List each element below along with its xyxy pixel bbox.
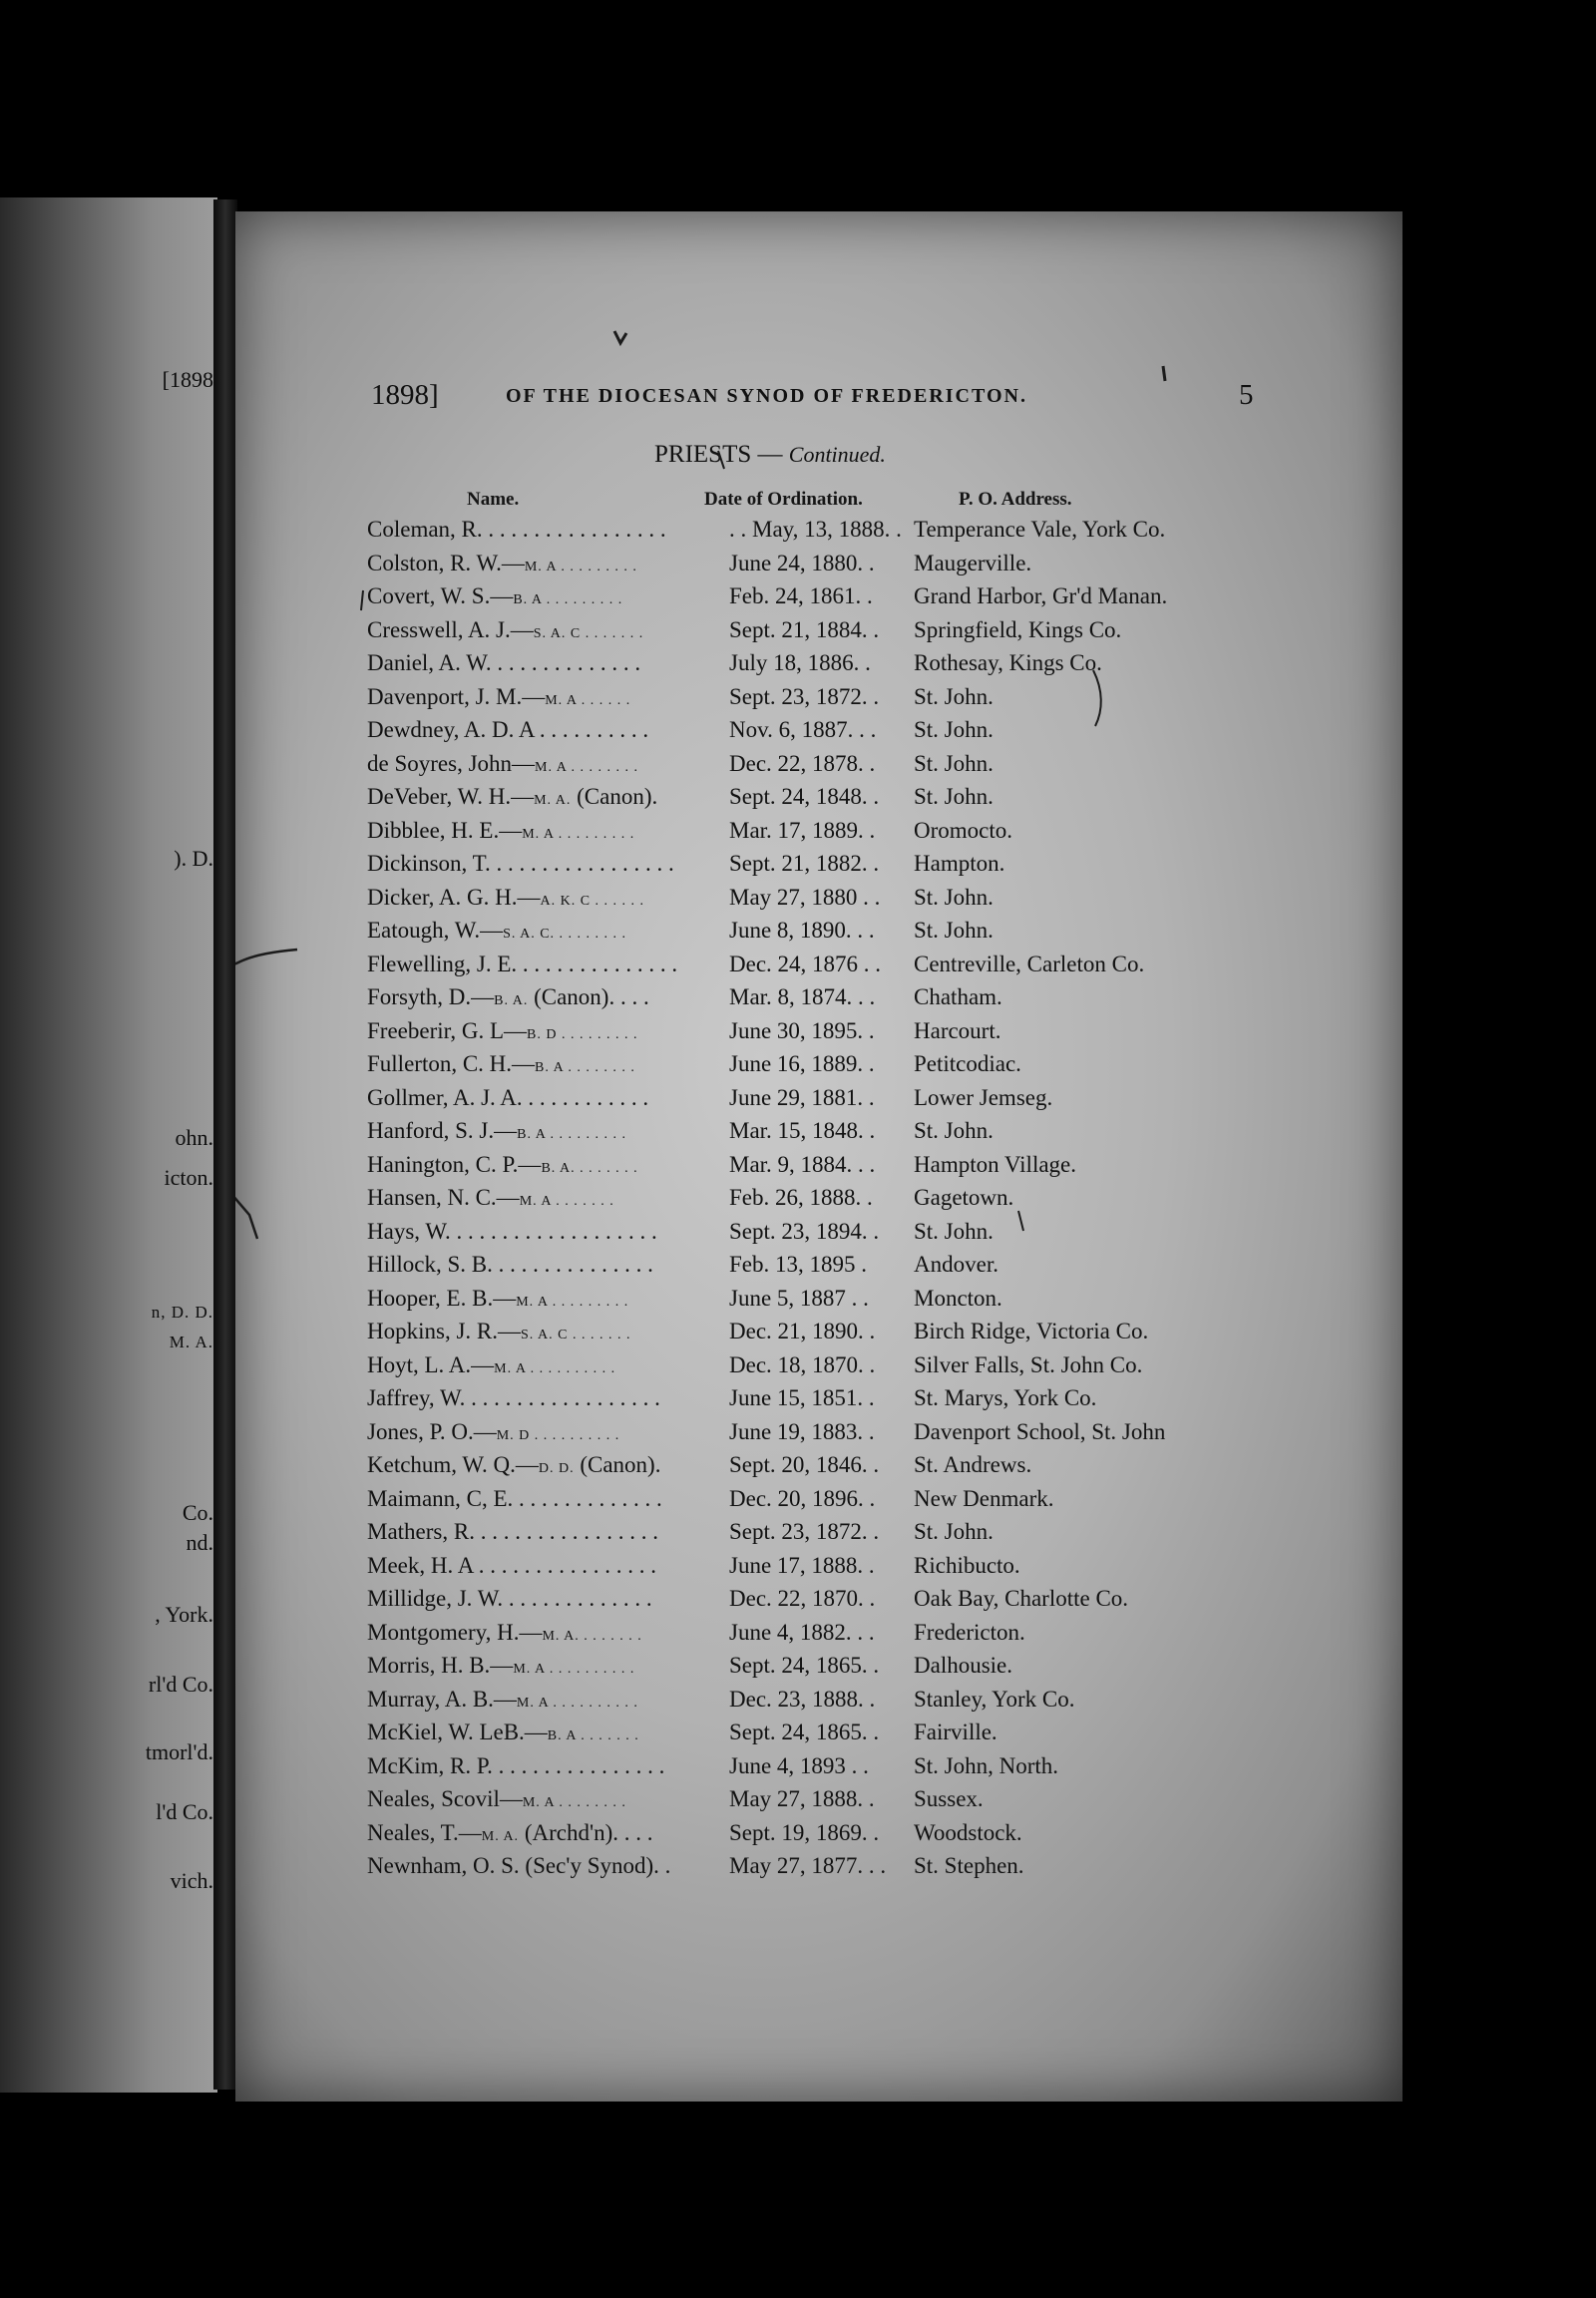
entry-ordination-date: June 19, 1883. . (729, 1418, 875, 1444)
entry-degree: B. A . . . . . . . . . (517, 1127, 627, 1142)
entry-degree: D. D. (538, 1461, 575, 1476)
entry-name-text: Morris, H. B.— (367, 1653, 514, 1678)
entry-name-text: Neales, T.— (367, 1819, 482, 1845)
entry-name-text: Hays, W. . . . . . . . . . . . . . . . . . . (367, 1218, 657, 1244)
entry-degree: B. A . . . . . . . . (535, 1060, 635, 1075)
entry-ordination-date: June 4, 1882. . . (729, 1619, 875, 1645)
entry-title-suffix: (Archd'n). . . . (519, 1819, 653, 1845)
entry-name-text: Fullerton, C. H.— (367, 1051, 536, 1076)
left-page-fragment: [1898 (162, 367, 213, 392)
entry-address: Richibucto. (914, 1552, 1020, 1578)
entry-address: St. John. (914, 717, 994, 742)
entry-degree: M. A. (534, 793, 572, 808)
entry-name-text: Dickinson, T. . . . . . . . . . . . . . . . . (367, 851, 674, 876)
entry-address: Hampton. (914, 851, 1005, 876)
entry-title-suffix: (Canon). . . . (528, 984, 649, 1009)
left-page-fragment: icton. (164, 1165, 213, 1190)
entry-address: Grand Harbor, Gr'd Manan. (914, 583, 1168, 608)
left-page-fragment: l'd Co. (156, 1799, 213, 1824)
entry-ordination-date: Feb. 24, 1861. . (729, 583, 873, 608)
entry-degree: M. A . . . . . . . . . (516, 1294, 629, 1310)
entry-name-text: Dibblee, H. E.— (367, 817, 523, 843)
entry-name-text: Montgomery, H.— (367, 1619, 543, 1645)
entry-name-text: Jaffrey, W. . . . . . . . . . . . . . . . . . (367, 1385, 660, 1410)
entry-degree: S. A. C . . . . . . . (533, 625, 644, 641)
entry-name-text: Covert, W. S.— (367, 583, 514, 608)
entry-name-text: Hanington, C. P.— (367, 1151, 542, 1177)
entry-degree: S. A. C. . . . . . . . . (503, 927, 627, 942)
entry-address: Petitcodiac. (914, 1051, 1021, 1076)
entry-ordination-date: Dec. 23, 1888. . (729, 1686, 876, 1712)
entry-degree: M. A . . . . . . . . . . (516, 1695, 638, 1711)
entry-degree: B. A . . . . . . . . . (513, 592, 623, 607)
entry-address: Lower Jemseg. (914, 1084, 1053, 1110)
entry-name-text: Freeberir, G. L— (367, 1017, 528, 1043)
entry-ordination-date: . . May, 13, 1888. . (729, 517, 902, 542)
entry-address: Stanley, York Co. (914, 1686, 1075, 1712)
entry-name-text: Meek, H. A . . . . . . . . . . . . . . . . (367, 1552, 657, 1578)
entry-name-text: DeVeber, W. H.— (367, 784, 535, 809)
entry-ordination-date: June 8, 1890. . . (729, 918, 875, 943)
entry-ordination-date: June 17, 1888. . (729, 1552, 875, 1578)
entry-address: Andover. (914, 1252, 998, 1277)
entry-address: St. Stephen. (914, 1853, 1024, 1878)
entry-address: Sussex. (914, 1786, 984, 1811)
left-page-fragment: Co. (182, 1500, 213, 1525)
entry-ordination-date: June 30, 1895. . (729, 1017, 875, 1043)
entry-ordination-date: Sept. 24, 1865. . (729, 1720, 880, 1744)
entry-degree: M. A . . . . . . . . (535, 759, 639, 775)
entry-ordination-date: Feb. 26, 1888. . (729, 1185, 873, 1210)
entry-degree: A. K. C . . . . . . (540, 893, 645, 909)
entry-name-text: McKiel, W. LeB.— (367, 1720, 548, 1744)
entry-address: Moncton. (914, 1285, 1002, 1311)
entry-ordination-date: May 27, 1888. . (729, 1786, 875, 1811)
entry-name-text: Hopkins, J. R.— (367, 1319, 521, 1343)
left-page-fragment: nd. (186, 1530, 213, 1555)
entry-degree: M. A . . . . . . (545, 692, 631, 708)
entry-address: St. John. (914, 1218, 994, 1244)
entry-ordination-date: Mar. 9, 1884. . . (729, 1151, 876, 1177)
left-page-fragment: , York. (155, 1602, 213, 1627)
entry-address: St. John. (914, 1519, 994, 1544)
left-page-fragment: ). D. (174, 846, 213, 871)
entry-address: St. Marys, York Co. (914, 1385, 1097, 1410)
entry-address: Davenport School, St. John (914, 1418, 1166, 1444)
entry-name-text: Hansen, N. C.— (367, 1185, 520, 1210)
entry-address: Dalhousie. (914, 1653, 1013, 1678)
entry-address: Springfield, Kings Co. (914, 616, 1122, 642)
entry-degree: M. D . . . . . . . . . . (496, 1427, 620, 1443)
left-facing-page (0, 197, 217, 2093)
entry-name-text: Hanford, S. J.— (367, 1118, 518, 1143)
entry-ordination-date: June 24, 1880. . (729, 550, 875, 575)
entry-address: St. John, North. (914, 1752, 1059, 1778)
entry-name-text: Neales, Scovil— (367, 1786, 523, 1811)
entry-ordination-date: Dec. 22, 1870. . (729, 1586, 876, 1611)
entry-degree: M. A . . . . . . . . . (522, 826, 635, 842)
entry-ordination-date: Sept. 20, 1846. . (729, 1452, 880, 1477)
entry-ordination-date: June 29, 1881. . (729, 1084, 875, 1110)
entry-name-text: Colston, R. W.— (367, 550, 525, 575)
entry-name-text: Murray, A. B.— (367, 1686, 517, 1712)
entry-ordination-date: Mar. 17, 1889. . (729, 817, 876, 843)
entry-ordination-date: Dec. 24, 1876 . . (729, 951, 882, 976)
entry-address: New Denmark. (914, 1485, 1054, 1511)
column-header-address: P. O. Address. (959, 489, 1072, 510)
entry-degree: M. A. (481, 1828, 520, 1844)
book-gutter (213, 199, 237, 2090)
entry-address: Temperance Vale, York Co. (914, 517, 1166, 542)
entry-address: Centreville, Carleton Co. (914, 951, 1145, 976)
entry-ordination-date: June 15, 1851. . (729, 1385, 875, 1410)
entry-degree: B. A. . . . . . . . (541, 1160, 638, 1176)
section-continued-label: Continued. (788, 442, 886, 467)
entry-name-text: Millidge, J. W. . . . . . . . . . . . . . (367, 1586, 652, 1611)
entry-degree: M. A . . . . . . . . (522, 1795, 626, 1810)
entry-name-text: McKim, R. P. . . . . . . . . . . . . . . . (367, 1752, 665, 1778)
entry-degree: M. A . . . . . . . . . (524, 559, 637, 574)
entry-address: St. John. (914, 750, 994, 776)
entry-ordination-date: May 27, 1877. . . (729, 1853, 887, 1878)
entry-name-text: Eatough, W.— (367, 918, 504, 943)
entry-ordination-date: Dec. 20, 1896. . (729, 1485, 876, 1511)
entry-ordination-date: Sept. 19, 1869. . (729, 1819, 880, 1845)
pencil-marks (235, 211, 1402, 2102)
entry-ordination-date: Feb. 13, 1895 . (729, 1252, 867, 1277)
left-page-fragment: M. A. (169, 1333, 213, 1351)
entry-address: Chatham. (914, 984, 1002, 1009)
entry-address: St. John. (914, 918, 994, 943)
entry-name-text: Jones, P. O.— (367, 1418, 497, 1444)
entry-name-text: Gollmer, A. J. A. . . . . . . . . . . . (367, 1084, 649, 1110)
entry-name-text: Flewelling, J. E. . . . . . . . . . . . . . . (367, 951, 678, 976)
entry-ordination-date: Sept. 21, 1884. . (729, 616, 880, 642)
entry-address: Rothesay, Kings Co. (914, 650, 1102, 675)
entry-name-text: Hillock, S. B. . . . . . . . . . . . . . . (367, 1252, 653, 1277)
entry-ordination-date: Sept. 24, 1848. . (729, 784, 880, 809)
entry-degree: M. A . . . . . . . (519, 1194, 614, 1209)
entry-ordination-date: July 18, 1886. . (729, 650, 871, 675)
entry-ordination-date: Dec. 18, 1870. . (729, 1351, 876, 1377)
entry-address: St. John. (914, 1118, 994, 1143)
entry-address: Fairville. (914, 1720, 998, 1744)
entry-name-text: Davenport, J. M.— (367, 683, 546, 709)
entry-title-suffix: (Canon). (574, 1452, 661, 1477)
entry-ordination-date: Sept. 23, 1894. . (729, 1218, 880, 1244)
entry-name-text: Coleman, R. . . . . . . . . . . . . . . . . (367, 517, 666, 542)
entry-ordination-date: Dec. 21, 1890. . (729, 1319, 876, 1343)
entry-ordination-date: June 16, 1889. . (729, 1051, 875, 1076)
left-page-fragment: rl'd Co. (148, 1672, 213, 1697)
entry-name-text: Dicker, A. G. H.— (367, 884, 541, 910)
column-header-date: Date of Ordination. (704, 489, 863, 510)
running-head-title: OF THE DIOCESAN SYNOD OF FREDERICTON. (506, 385, 1027, 407)
entry-name-text: Dewdney, A. D. A . . . . . . . . . . (367, 717, 649, 742)
entry-address: Woodstock. (914, 1819, 1022, 1845)
entry-address: Birch Ridge, Victoria Co. (914, 1319, 1149, 1343)
entry-name-text: Mathers, R. . . . . . . . . . . . . . . . . (367, 1519, 658, 1544)
entry-address: St. Andrews. (914, 1452, 1032, 1477)
entry-name-text: Hoyt, L. A.— (367, 1351, 495, 1377)
entry-degree: M. A . . . . . . . . . . (513, 1662, 635, 1677)
entry-ordination-date: Sept. 24, 1865. . (729, 1653, 880, 1678)
entry-ordination-date: Sept. 21, 1882. . (729, 851, 880, 876)
section-title: PRIESTS — (654, 441, 789, 468)
entry-address: Silver Falls, St. John Co. (914, 1351, 1143, 1377)
left-page-fragment: tmorl'd. (145, 1739, 213, 1764)
entry-title-suffix: (Canon). (571, 784, 658, 809)
entry-name-text: de Soyres, John— (367, 750, 536, 776)
entry-degree: B. A. (494, 993, 529, 1008)
entry-ordination-date: Dec. 22, 1878. . (729, 750, 876, 776)
entry-ordination-date: May 27, 1880 . . (729, 884, 881, 910)
running-head-year: 1898] (371, 379, 439, 411)
entry-ordination-date: June 4, 1893 . . (729, 1752, 869, 1778)
entry-ordination-date: Mar. 8, 1874. . . (729, 984, 876, 1009)
entry-degree: M. A . . . . . . . . . . (494, 1360, 616, 1376)
entry-name-text: Ketchum, W. Q.— (367, 1452, 539, 1477)
entry-name-text: Daniel, A. W. . . . . . . . . . . . . . (367, 650, 641, 675)
entry-degree: S. A. C . . . . . . . (521, 1328, 631, 1342)
entry-ordination-date: Mar. 15, 1848. . (729, 1118, 876, 1143)
entry-degree: B. A . . . . . . . (547, 1728, 639, 1743)
page-number: 5 (1239, 379, 1254, 411)
entry-name-text: Cresswell, A. J.— (367, 616, 534, 642)
entry-ordination-date: Sept. 23, 1872. . (729, 1519, 880, 1544)
entry-address: Gagetown. (914, 1185, 1014, 1210)
entry-ordination-date: June 5, 1887 . . (729, 1285, 869, 1311)
entry-name-text: Maimann, C, E. . . . . . . . . . . . . . (367, 1485, 662, 1511)
entry-ordination-date: Nov. 6, 1887. . . (729, 717, 877, 742)
entry-address: St. John. (914, 683, 994, 709)
entry-degree: B. D . . . . . . . . . (527, 1026, 638, 1042)
entry-address: Harcourt. (914, 1017, 1001, 1043)
entry-address: Oromocto. (914, 817, 1013, 843)
left-page-fragment: n, D. D. (151, 1303, 213, 1322)
entry-address: Maugerville. (914, 550, 1032, 575)
entry-address: St. John. (914, 784, 994, 809)
left-page-fragment: ohn. (175, 1125, 213, 1150)
document-page (235, 211, 1402, 2102)
entry-address: Fredericton. (914, 1619, 1025, 1645)
entry-address: Hampton Village. (914, 1151, 1076, 1177)
entry-address: St. John. (914, 884, 994, 910)
entry-degree: M. A. . . . . . . . (542, 1628, 642, 1644)
column-header-name: Name. (467, 489, 520, 510)
entry-name-text: Hooper, E. B.— (367, 1285, 517, 1311)
left-page-fragment: vich. (170, 1868, 213, 1893)
entry-address: Oak Bay, Charlotte Co. (914, 1586, 1129, 1611)
entry-name-text: Forsyth, D.— (367, 984, 495, 1009)
entry-ordination-date: Sept. 23, 1872. . (729, 683, 880, 709)
entry-name-text: Newnham, O. S. (Sec'y Synod). . (367, 1853, 671, 1878)
